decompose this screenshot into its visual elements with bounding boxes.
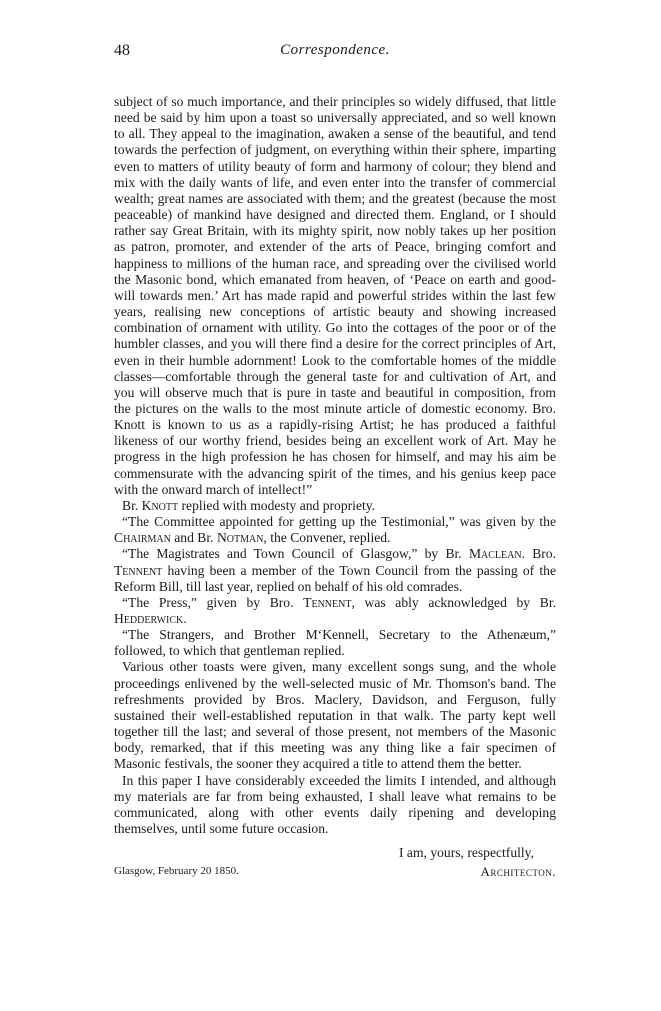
paragraph-continuation: subject of so much importance, and their principles so widely diffused, that little need be said by him upon a toast so universally appreciated, and so well known to all. They appeal to the imagination, awaken a sense of the beautiful, and tend towards the perfection of judgment, on everything within their sphere, imparting even to matters of utility beauty of form and harmony of colour; they blend and mix with the daily wants of life, and even enter into the transfer of commercial wealth; great names are associated with them; and the greatest (because the most peaceable) of mankind have designed and directed them. England, or I should rather say Great Britain, with its mighty spirit, now nobly takes up her position as patron, promoter, and extender of the arts of Peace, bringing comfort and happiness to millions of the human race, and spreading over the civilised world the Masonic bond, which emanated from heaven, of ‘Peace on earth and good-will towards men.’ Art has made rapid and powerful strides within the last few years, realising new conceptions of artistic beauty and showing increased combination of ornament with utility. Go into the cottages of the poor or of the humbler classes, and you will there find a desire for the correct principles of Art, even in their humble adornment! Look to the comfortable homes of the middle classes—comfortable through the general taste for and cultivation of Art, and you will observe much that is pure in taste and beautiful in composition, from the pictures on the walls to the most minute article of domestic economy. Bro. Knott is known to us as a rapidly-rising Artist; he has produced a faithful likeness of our worthy friend, besides being an excellent work of Art. May he progress in the high profession he has chosen for himself, and may his aim be commensurate with the advancing spirit of the times, and his genius keep pace with the onward march of intellect!” xyxy=(114,94,556,497)
running-title: Correspondence. xyxy=(280,42,390,58)
article-body xyxy=(114,94,556,837)
text-fragment: “The Magistrates and Town Council of Glasgow,” by Br. xyxy=(122,546,469,562)
paragraph-knott-reply xyxy=(114,498,556,514)
person-name: Notman xyxy=(216,530,264,546)
person-name: Maclean xyxy=(468,546,522,562)
text-fragment: “The Press,” given by Bro. xyxy=(122,594,304,610)
paragraph-strangers-toast: “The Strangers, and Brother M‘Kennell, Secretary to the Athenæum,” followed, to which that gentleman replied. xyxy=(114,627,556,659)
page-number: 48 xyxy=(114,42,130,59)
person-name: Knott xyxy=(141,497,179,513)
place-date: Glasgow, February 20 1850. xyxy=(114,865,239,877)
text-fragment: , the Convener, replied. xyxy=(263,530,391,546)
author-signature: Architecton. xyxy=(480,864,556,879)
signature-line xyxy=(114,863,556,881)
person-name: Tennent xyxy=(303,594,352,610)
person-name: Hedderwick xyxy=(114,611,184,626)
person-name: Chairman xyxy=(114,530,171,546)
text-fragment: “The Committee appointed for getting up the Testimonial,” was given by the xyxy=(122,514,556,530)
paragraph-proceedings: Various other toasts were given, many excellent songs sung, and the whole proceedings enlivened by the well-selected music of Mr. Thomson's band. The refreshments provided by Bros. Maclery, Davidson, and Ferguson, fully sustained their well-established reputation in that walk. The party kept well together till the last; and several of those present, not members of the Masonic body, remarked, that if this meeting was any thing like a fair specimen of Masonic festivals, the sooner they acquired a title to attend them the better. xyxy=(114,659,556,772)
paragraph-magistrates-toast xyxy=(114,546,556,594)
paragraph-conclusion: In this paper I have considerably exceeded the limits I intended, and although my materials are far from being exhausted, I shall leave what remains to be communicated, along with other events daily ripening and developing themselves, until some future occasion. xyxy=(114,772,556,837)
text-fragment: , was ably acknowledged by Br. xyxy=(351,594,556,610)
paragraph-press-toast xyxy=(114,595,556,627)
text-fragment: replied with modesty and propriety. xyxy=(178,497,376,513)
person-name: Tennent xyxy=(114,562,163,578)
text-fragment: having been a member of the Town Council from the passing of the Reform Bill, till last year, replied on behalf of his old comrades. xyxy=(114,562,556,594)
text-fragment: . xyxy=(183,611,187,626)
text-fragment: . Bro. xyxy=(521,546,556,562)
page-header xyxy=(114,42,556,66)
text-fragment: Br. xyxy=(122,497,142,513)
closing-line: I am, yours, respectfully, xyxy=(398,845,534,860)
text-fragment: and Br. xyxy=(170,530,217,546)
paragraph-committee-toast xyxy=(114,514,556,546)
